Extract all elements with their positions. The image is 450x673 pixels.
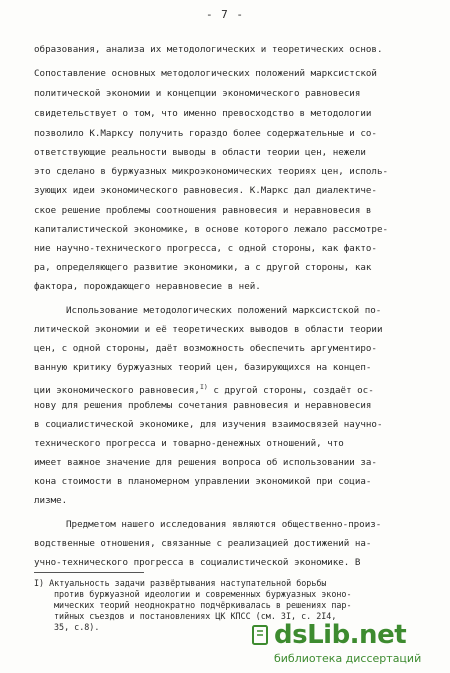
text-line: учно-технического прогресса в социалистической экономике. В [34,557,361,568]
text-line: нову для решения проблемы сочетания равновесия и неравновесия [34,400,372,411]
watermark [252,620,442,665]
text-line: имеет важное значение для решения вопроса об использовании за- [34,457,377,468]
footnote-line: против буржуазной идеологии и современных буржуазных эконо- [54,589,352,599]
text-line: Сопоставление основных методологических положений марксистской [34,68,377,79]
footnote-line: мических теорий неоднократно подчёркивалась в решениях пар- [54,600,352,610]
text-line: ское решение проблемы соотношения равновесия и неравновесия в [34,205,372,216]
text-line: политической экономии и концепции экономического равновесия [34,88,361,99]
text-line: ние научно-технического прогресса, с одной стороны, как факто- [34,243,377,254]
text-line: образования, анализа их методологических и теоретических основ. [34,44,383,55]
book-icon [252,624,270,646]
text-line: литической экономии и её теоретических выводов в области теории [34,324,383,335]
footnote-reference: I) [199,383,208,391]
footnote-line: тийных съездов и постановлениях ЦК КПСС (см. 3I, с. 2I4, [54,611,337,621]
text-line: ответствующие реальности выводы в области теории цен, нежели [34,147,366,158]
text-line: водственные отношения, связанные с реализацией достижений на- [34,538,372,549]
text-segment: с другой стороны, создаёт ос- [213,385,374,397]
text-line: Использование методологических положений марксистской по- [66,305,382,316]
text-line: в социалистической экономике, для изучения взаимосвязей научно- [34,419,383,430]
text-line: позволило К.Марксу получить гораздо более содержательные и со- [34,128,377,139]
text-line: фактора, порождающего неравновесие в ней. [34,281,261,292]
text-line: цен, с одной стороны, даёт возможность обеспечить аргументиро- [34,343,377,354]
text-segment: ции экономического равновесия, [34,385,200,397]
text-line: кона стоимости в планомерном управлении экономикой при социа- [34,476,372,487]
text-line: Предметом нашего исследования являются общественно-произ- [66,519,382,530]
footnote-line: I) Актуальность задачи развёртывания наступательной борьбы [34,578,327,588]
text-line: это сделано в буржуазных микроэкономических теориях цен, исполь- [34,166,389,177]
text-line: свидетельствует о том, что именно превосходство в методологии [34,108,372,119]
text-line: технического прогресса и товарно-денежных отношений, что [34,438,344,449]
footnote-separator [34,572,144,573]
text-line: ра, определяющего развитие экономики, а с другой стороны, как [34,262,372,273]
page-number: - 7 - [205,8,245,21]
watermark-subtitle: библиотека диссертаций [274,652,422,665]
text-line: ванную критику буржуазных теорий цен, базирующихся на концеп- [34,362,372,373]
text-line [34,381,374,397]
footnote-line: 35, с.8). [54,622,100,632]
watermark-logo: dsLib.net [274,620,407,650]
text-line: лизме. [34,495,68,506]
text-line: зующих идеи экономического равновесия. К.Маркс дал диалектиче- [34,185,377,196]
text-line: капиталистической экономике, в основе которого лежало рассмотре- [34,224,389,235]
